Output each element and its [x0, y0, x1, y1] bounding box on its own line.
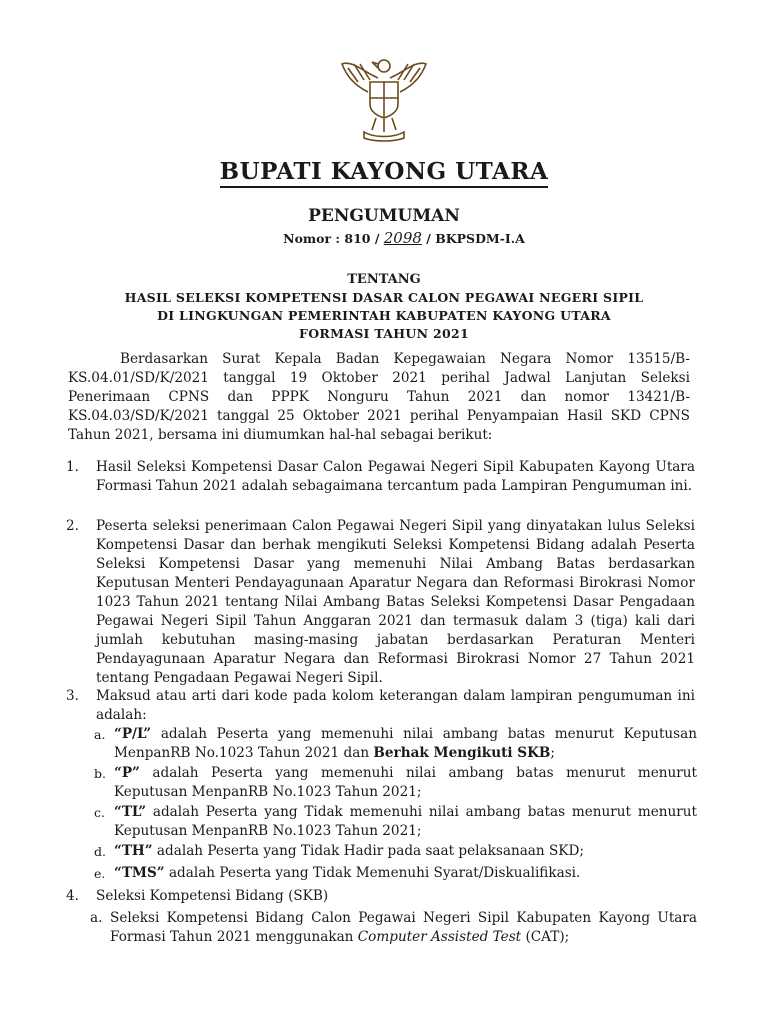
intro-paragraph: Berdasarkan Surat Kepala Badan Kepegawaian Negara Nomor 13515/B-KS.04.01/SD/K/2021 tanggal 19 Oktober 2021 perihal Jadwal Lanjutan Seleksi Penerimaan CPNS dan PPPK Nonguru Tahun 2021 dan nomor 13421/B-KS.04.03/SD/K/2021 tanggal 25 Oktober 2021 perihal Penyampaian Hasil SKD CPNS Tahun 2021, bersama ini diumumkan hal-hal sebagai berikut: [68, 351, 690, 443]
nomor-label: Nomor : 810 / [283, 231, 380, 246]
code-a-bold: Berhak Mengikuti SKB [373, 745, 551, 761]
code-a-code: “P/L” [114, 726, 152, 742]
code-b-letter: b. [94, 766, 106, 781]
item-2-text: Peserta seleksi penerimaan Calon Pegawai Negeri Sipil yang dinyatakan lulus Seleksi Kompetensi Dasar dan berhak mengikuti Seleksi Kompetensi Bidang adalah Peserta Seleksi Kompetensi Dasar yang memenuhi Nilai Ambang Batas berdasarkan Keputusan Menteri Pendayagunaan Aparatur Negara dan Reformasi Birokrasi Nomor 1023 Tahun 2021 tentang Nilai Ambang Batas Seleksi Kompetensi Dasar Pengadaan Pegawai Negeri Sipil Tahun Anggaran 2021 dan termasuk dalam 3 (tiga) kali dari jumlah kebutuhan masing-masing jabatan berdasarkan Peraturan Menteri Pendayagunaan Aparatur Negara dan Reformasi Birokrasi Nomor 27 Tahun 2021 tentang Pengadaan Pegawai Negeri Sipil. [96, 518, 695, 686]
code-e-code: “TMS” [114, 865, 165, 881]
skb-a-letter: a. [90, 910, 103, 926]
code-c-letter: c. [94, 805, 105, 820]
code-e-text: “TMS” adalah Peserta yang Tidak Memenuhi Syarat/Diskualifikasi. [114, 865, 581, 881]
doc-type-heading: PENGUMUMAN [308, 206, 460, 226]
code-c-text: “TL” adalah Peserta yang Tidak memenuhi nilai ambang batas menurut menurut Keputusan MenpanRB No.1023 Tahun 2021; [114, 804, 697, 839]
code-d-text: “TH” adalah Peserta yang Tidak Hadir pada saat pelaksanaan SKD; [114, 843, 584, 859]
code-d-code: “TH” [114, 843, 153, 859]
document-number [20, 229, 768, 247]
subject-line-1: HASIL SELEKSI KOMPETENSI DASAR CALON PEGAWAI NEGERI SIPIL [124, 290, 644, 305]
code-a-text: “P/L” adalah Peserta yang memenuhi nilai ambang batas menurut Keputusan MenpanRB No.1023 Tahun 2021 dan Berhak Mengikuti SKB; [114, 726, 697, 761]
code-c-code: “TL” [114, 804, 147, 820]
code-a-letter: a. [94, 727, 106, 742]
document-title: BUPATI KAYONG UTARA [0, 158, 768, 185]
skb-a-text: Seleksi Kompetensi Bidang Calon Pegawai Negeri Sipil Kabupaten Kayong Utara Formasi Tahun 2021 menggunakan Computer Assisted Test (CAT); [110, 910, 697, 945]
code-d-letter: d. [94, 844, 106, 859]
item-number-1: 1. [66, 459, 79, 475]
nomor-suffix: / BKPSDM-I.A [426, 231, 525, 246]
tentang-heading: TENTANG [347, 272, 421, 287]
code-b-text: “P” adalah Peserta yang memenuhi nilai ambang batas menurut menurut Keputusan MenpanRB No.1023 Tahun 2021; [114, 765, 697, 800]
garuda-emblem-icon [334, 52, 434, 144]
subject-line-3: FORMASI TAHUN 2021 [299, 326, 469, 341]
cat-term: Computer Assisted Test [357, 929, 522, 945]
nomor-handwritten: 2098 [383, 229, 422, 247]
subject-line-2: DI LINGKUNGAN PEMERINTAH KABUPATEN KAYONG UTARA [157, 308, 611, 323]
item-number-4: 4. [66, 888, 79, 904]
item-4-text: Seleksi Kompetensi Bidang (SKB) [96, 888, 329, 904]
item-1-text: Hasil Seleksi Kompetensi Dasar Calon Pegawai Negeri Sipil Kabupaten Kayong Utara Formasi Tahun 2021 adalah sebagaimana tercantum pada Lampiran Pengumuman ini. [96, 459, 695, 494]
code-b-code: “P” [114, 765, 140, 781]
item-number-3: 3. [66, 688, 79, 704]
item-3-text: Maksud atau arti dari kode pada kolom keterangan dalam lampiran pengumuman ini adalah: [96, 688, 695, 723]
code-e-letter: e. [94, 866, 106, 881]
item-number-2: 2. [66, 518, 79, 534]
